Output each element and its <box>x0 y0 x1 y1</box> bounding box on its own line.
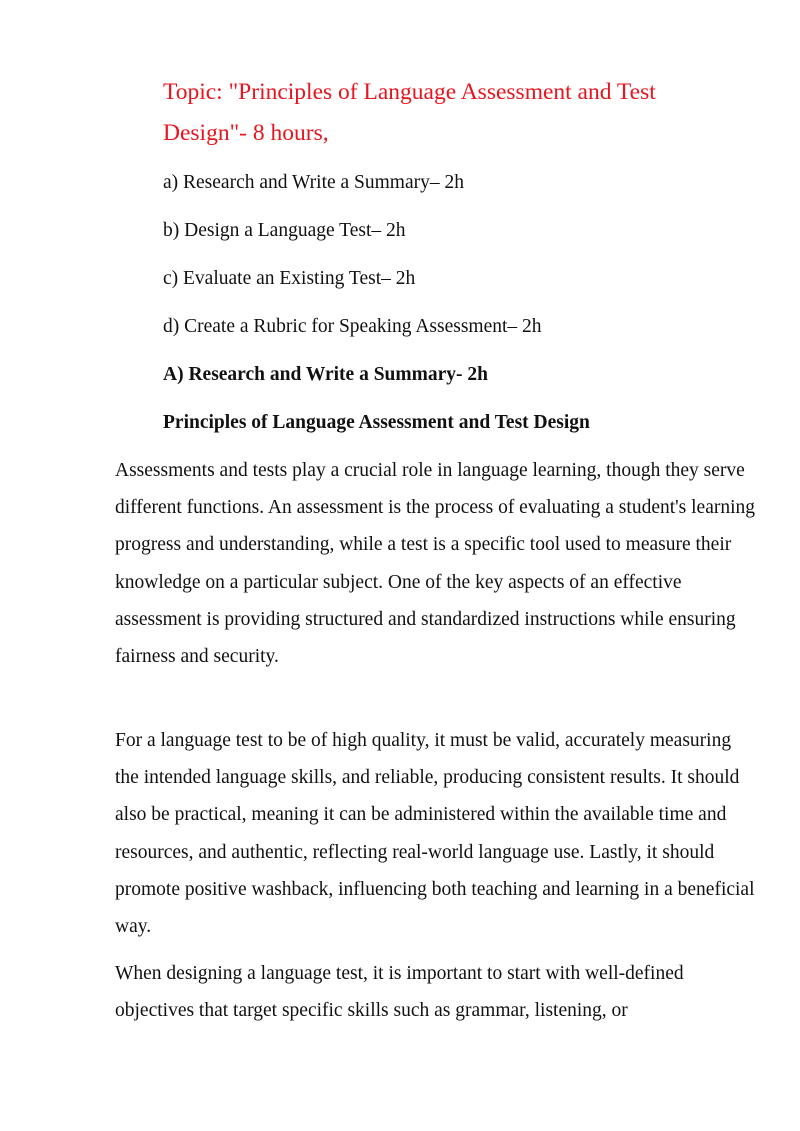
section-title: Principles of Language Assessment and Test Design <box>163 412 590 433</box>
body-paragraph-2: For a language test to be of high quality, it must be valid, accurately measuring the intended language skills, and reliable, producing consistent results. It should also be practical, meaning it can be administered within the available time and resources, and authentic, reflecting real-world language use. Lastly, it should promote positive washback, influencing both teaching and learning in a beneficial way. <box>115 730 755 938</box>
topic-title: Topic: "Principles of Language Assessment and Test Design"- 8 hours, <box>163 79 656 146</box>
body-paragraph-1: Assessments and tests play a crucial role in language learning, though they serve different functions. An assessment is the process of evaluating a student's learning progress and understanding, while a test is a specific tool used to measure their knowledge on a particular subject. One of the key aspects of an effective assessment is providing structured and standardized instructions while ensuring fairness and security. <box>115 460 756 668</box>
task-item-a: a) Research and Write a Summary– 2h <box>163 172 465 193</box>
body-paragraph-3: When designing a language test, it is important to start with well-defined objectives that target specific skills such as grammar, listening, or <box>115 963 684 1022</box>
section-heading: A) Research and Write a Summary- 2h <box>163 364 488 385</box>
task-item-b: b) Design a Language Test– 2h <box>163 220 406 241</box>
task-item-d: d) Create a Rubric for Speaking Assessment– 2h <box>163 316 542 337</box>
task-item-c: c) Evaluate an Existing Test– 2h <box>163 268 416 289</box>
